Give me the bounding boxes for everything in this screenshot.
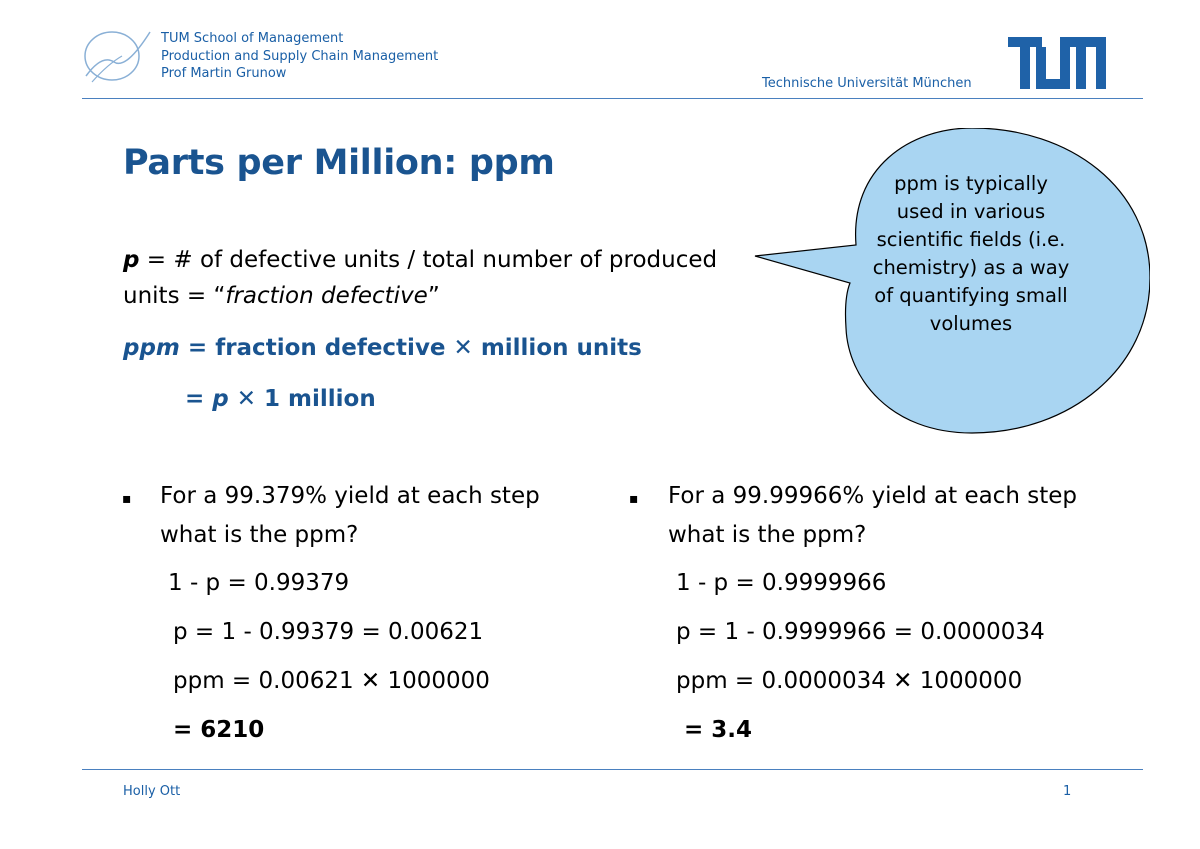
header-divider	[82, 98, 1143, 99]
ppm-equation-rest: ✕ 1 million	[228, 386, 376, 412]
header-affiliation	[161, 30, 438, 83]
example-2-result: = 3.4	[684, 717, 753, 743]
example-2-question-1: For a 99.99966% yield at each step	[668, 483, 1077, 509]
footer-divider	[82, 769, 1143, 770]
example-2-bullet: ▪	[629, 491, 639, 507]
ppm-equation-p: p	[212, 386, 229, 412]
definition-prefix-2: units = “	[123, 283, 226, 309]
callout-line: volumes	[929, 312, 1013, 335]
example-1-step-1: 1 - p = 0.99379	[168, 570, 350, 596]
ppm-definition-text: = fraction defective ✕ million units	[179, 335, 642, 361]
callout-line: used in various	[896, 200, 1046, 223]
footer-author: Holly Ott	[123, 784, 181, 799]
example-2-step-3: ppm = 0.0000034 ✕ 1000000	[676, 668, 1023, 694]
example-2-step-1: 1 - p = 0.9999966	[676, 570, 887, 596]
example-2-step-2: p = 1 - 0.9999966 = 0.0000034	[676, 619, 1045, 645]
page-number: 1	[1063, 784, 1072, 799]
ppm-definition	[123, 331, 642, 365]
example-1-step-2: p = 1 - 0.99379 = 0.00621	[173, 619, 484, 645]
school-logo-icon	[82, 26, 152, 84]
callout-line: scientific fields (i.e.	[876, 228, 1066, 251]
definition-line-1	[123, 243, 717, 277]
example-1-step-3: ppm = 0.00621 ✕ 1000000	[173, 668, 490, 694]
definition-suffix-2: ”	[427, 283, 440, 309]
slide-title: Parts per Million: ppm	[123, 143, 555, 183]
university-name: Technische Universität München	[762, 76, 972, 91]
callout-text	[860, 170, 1082, 338]
definition-text-1: = # of defective units / total number of produced	[139, 247, 718, 273]
ppm-symbol: ppm	[123, 335, 180, 361]
p-symbol: p	[123, 247, 140, 273]
tum-logo-icon	[1008, 37, 1106, 89]
header-school: TUM School of Management	[161, 31, 344, 46]
example-1-question-2: what is the ppm?	[160, 522, 359, 548]
header-chair: Production and Supply Chain Management	[161, 48, 439, 64]
example-1-result: = 6210	[173, 717, 265, 743]
ppm-equation	[185, 382, 376, 416]
callout-line: chemistry) as a way	[872, 256, 1070, 279]
ppm-equation-prefix: =	[185, 386, 213, 412]
example-2-question-2: what is the ppm?	[668, 522, 867, 548]
example-1-question-1: For a 99.379% yield at each step	[160, 483, 540, 509]
callout-line: ppm is typically	[894, 172, 1048, 195]
definition-line-2	[123, 279, 440, 313]
fraction-defective-term: fraction defective	[225, 283, 428, 309]
header-professor: Prof Martin Grunow	[161, 66, 287, 81]
example-1-bullet: ▪	[122, 491, 132, 507]
callout-line: of quantifying small	[874, 284, 1068, 307]
